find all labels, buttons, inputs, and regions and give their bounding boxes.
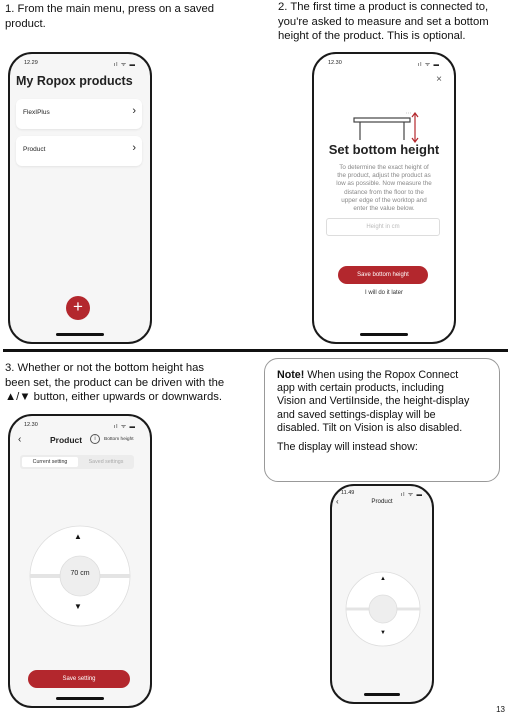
instructions-line: enter the value below. (353, 205, 415, 213)
note-line: and saved settings-display will be (277, 408, 436, 421)
add-product-button[interactable]: + (66, 296, 90, 320)
chevron-right-icon: › (132, 105, 136, 117)
note-line-text: When using the Ropox Connect (304, 369, 459, 381)
phone-reduced-display (330, 484, 434, 704)
page-number: 13 (496, 705, 505, 713)
status-time: 11.49 (341, 490, 355, 496)
back-icon[interactable]: ‹ (18, 434, 22, 445)
step-2-text (278, 0, 489, 44)
status-bar (314, 60, 454, 70)
up-button[interactable]: ▲ (74, 532, 82, 541)
step-2-line: you're asked to measure and set a bottom (278, 15, 489, 28)
step-1-line: product. (5, 17, 46, 30)
product-list-item[interactable] (16, 136, 142, 166)
phone-set-bottom-height (312, 52, 456, 344)
status-time: 12.29 (24, 60, 38, 66)
note-label: Note! (277, 369, 305, 381)
close-icon[interactable]: × (436, 74, 442, 85)
chevron-right-icon: › (132, 142, 136, 154)
phone-product-list (8, 52, 152, 344)
step-3-line: 3. Whether or not the bottom height has (5, 362, 205, 374)
signal-wifi-battery-icon: ıl ᯤ ▬ (400, 492, 423, 498)
note-line: disabled. Tilt on Vision is also disabled. (277, 421, 463, 434)
page-title: Set bottom height (328, 142, 440, 157)
note-box (264, 358, 500, 482)
tab-current-setting[interactable]: Current setting (22, 457, 78, 467)
home-indicator (360, 333, 408, 336)
note-line: app with certain products, including (277, 382, 444, 395)
step-3-text (5, 361, 224, 405)
back-icon[interactable]: ‹ (336, 497, 339, 506)
section-divider (3, 349, 508, 352)
status-bar (10, 60, 150, 70)
step-1-text (5, 2, 214, 31)
instructions-line: upper edge of the worktop and (341, 196, 427, 204)
height-input[interactable]: Height in cm (326, 218, 440, 236)
signal-wifi-battery-icon: ıl ᯤ ▬ (113, 62, 136, 68)
status-time: 12.30 (328, 60, 342, 66)
product-list-item[interactable] (16, 99, 142, 129)
step-2-line: 2. The first time a product is connected to, (278, 1, 489, 13)
note-line: Vision and VertiInside, the height-display (277, 395, 470, 408)
step-3-line: ▲/▼ button, either upwards or downwards. (5, 391, 223, 403)
down-button[interactable]: ▼ (380, 630, 386, 636)
phone-product-control (8, 414, 152, 708)
home-indicator (56, 697, 104, 700)
skip-link[interactable]: I will do it later (364, 290, 403, 296)
step-1-line: 1. From the main menu, press on a saved (5, 3, 215, 15)
down-button[interactable]: ▼ (74, 602, 82, 611)
instructions-line: low as possible. Now measure the (336, 180, 432, 188)
page-title: My Ropox products (16, 74, 133, 88)
instructions-line: distance from the floor to the (344, 188, 424, 196)
note-line: The display will instead show: (277, 441, 418, 454)
step-2-line: height of the product. This is optional. (278, 30, 466, 42)
product-name: FlexIPlus (23, 109, 50, 116)
save-setting-button[interactable]: Save setting (28, 670, 130, 688)
table-height-icon (352, 110, 422, 144)
page-title: Product (50, 435, 83, 445)
tab-saved-settings[interactable]: Saved settings (88, 459, 124, 465)
status-time: 12.30 (24, 422, 38, 428)
note-line (277, 369, 487, 382)
page-title: Product (371, 498, 393, 505)
step-3-line: been set, the product can be driven with the (5, 376, 225, 389)
up-button[interactable]: ▲ (380, 576, 386, 582)
instructions-line: the product, adjust the product as (337, 172, 431, 180)
info-icon[interactable]: i (90, 434, 100, 444)
bottom-height-link[interactable]: Bottom height (104, 437, 134, 442)
save-bottom-height-button[interactable]: Save bottom height (338, 266, 428, 284)
current-height-value: 70 cm (70, 570, 90, 577)
status-bar (10, 422, 150, 432)
instructions-line: To determine the exact height of (339, 164, 429, 171)
settings-tabs (20, 455, 134, 469)
home-indicator (364, 693, 400, 696)
home-indicator (56, 333, 104, 336)
instructions-text (326, 164, 442, 213)
signal-wifi-battery-icon: ıl ᯤ ▬ (417, 62, 440, 68)
signal-wifi-battery-icon: ıl ᯤ ▬ (113, 424, 136, 430)
product-name: Product (23, 146, 46, 153)
